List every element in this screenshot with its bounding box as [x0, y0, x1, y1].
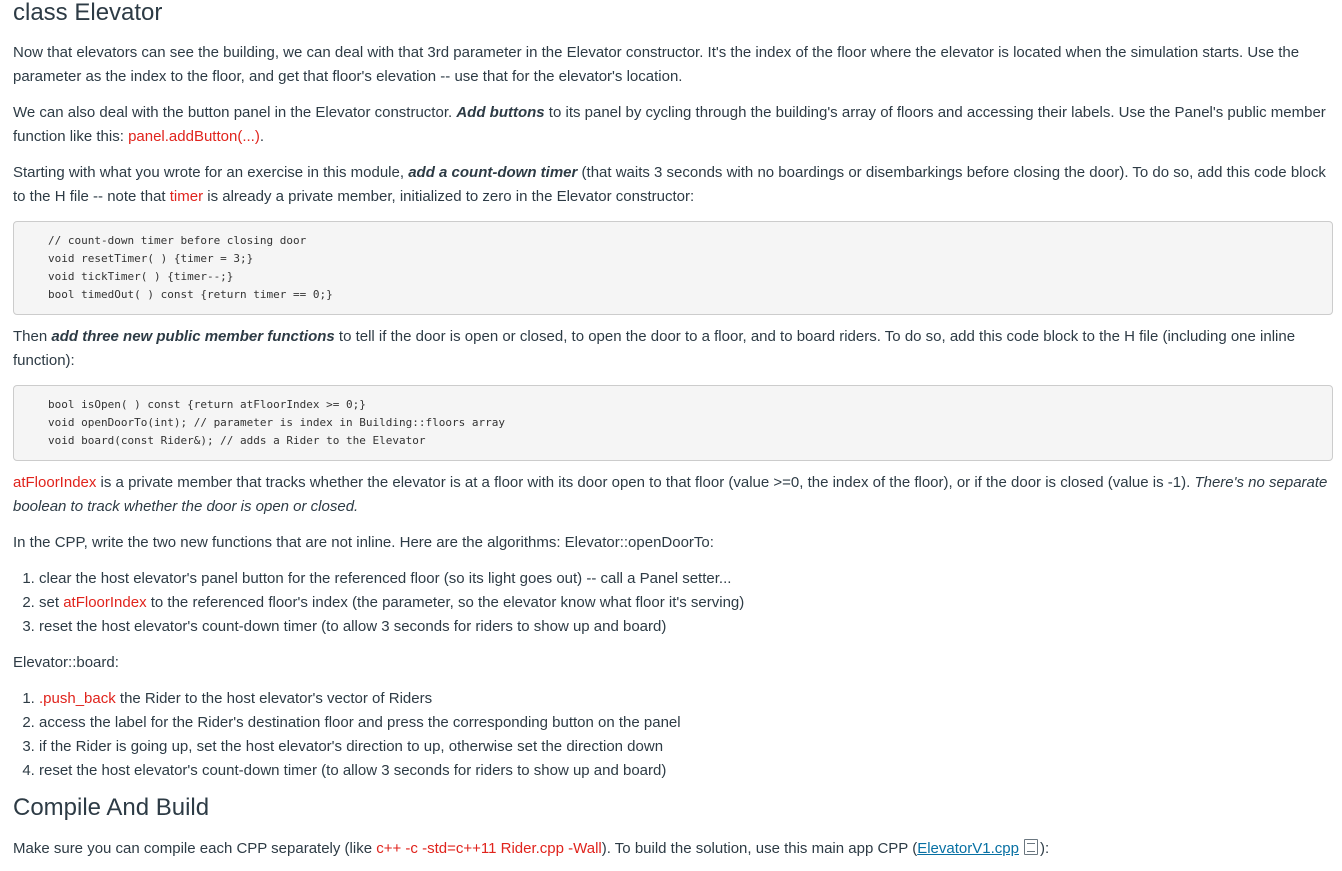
- text: .: [259, 128, 264, 145]
- paragraph-cpp-algorithms: In the CPP, write the two new functions that are not inline. Here are the algorithms: Elevator::openDoorTo:: [13, 534, 714, 551]
- paragraph-compile: [13, 837, 1331, 861]
- inline-code-addbutton: panel.addButton(...): [128, 128, 260, 145]
- emphasis-no-boolean: There's no separate boolean to track whether the door is open or closed.: [13, 474, 1328, 515]
- text: to its panel by cycling through the building's array of floors and accessing their labels. Use the Panel's public member function like this:: [13, 104, 1326, 145]
- list-item: 3. if the Rider is going up, set the host elevator's direction to up, otherwise set the direction down: [39, 735, 1342, 759]
- list-item: 1. clear the host elevator's panel button for the referenced floor (so its light goes out) -- call a Panel setter...: [39, 567, 1342, 591]
- code-block-door-functions: bool isOpen( ) const {return atFloorIndex >= 0;} void openDoorTo(int); // parameter is index in Building::floors array void board(const Rider&); // adds a Rider to the Elevator: [13, 385, 1333, 461]
- text: (that waits 3 seconds with no boardings or disembarkings before closing the door). To do so, add this code block to the H file -- note that: [13, 164, 1326, 205]
- text: is already a private member, initialized to zero in the Elevator constructor:: [203, 188, 695, 205]
- paragraph-countdown-timer: [13, 161, 1331, 209]
- list-item: [39, 687, 1342, 711]
- heading-compile-and-build: Compile And Build: [13, 794, 210, 821]
- text: We can also deal with the button panel in the Elevator constructor.: [13, 104, 457, 121]
- text: ). To build the solution, use this main app CPP (: [601, 840, 918, 857]
- text: Make sure you can compile each CPP separately (like: [13, 840, 377, 857]
- emphasis-add-timer: add a count-down timer: [408, 164, 578, 181]
- inline-code-atfloorindex: atFloorIndex: [63, 594, 147, 611]
- paragraph-board-label: Elevator::board:: [13, 654, 119, 671]
- text: is a private member that tracks whether the elevator is at a floor with its door open to that floor (value >=0, the index of the floor), or if the door is closed (value is -1).: [96, 474, 1195, 491]
- list-item: 4. reset the host elevator's count-down timer (to allow 3 seconds for riders to show up and board): [39, 759, 1342, 783]
- heading-class-elevator: class Elevator: [13, 0, 163, 26]
- link-elevatorv1-cpp[interactable]: ElevatorV1.cpp: [917, 840, 1019, 857]
- paragraph-atfloorindex: [13, 471, 1331, 519]
- text: the Rider to the host elevator's vector of Riders: [115, 690, 433, 707]
- emphasis-add-buttons: Add buttons: [456, 104, 545, 121]
- paragraph-public-functions: [13, 325, 1331, 373]
- inline-code-compile-command: c++ -c -std=c++11 Rider.cpp -Wall: [376, 840, 602, 857]
- text: Then: [13, 328, 52, 345]
- emphasis-three-functions: add three new public member functions: [51, 328, 335, 345]
- list-item: 2. access the label for the Rider's destination floor and press the corresponding button on the panel: [39, 711, 1342, 735]
- list-opendoorto-steps: [13, 567, 1342, 639]
- inline-code-timer: timer: [169, 188, 204, 205]
- list-item: [39, 591, 1342, 615]
- inline-code-push-back: .push_back: [39, 690, 116, 707]
- paragraph-3rd-parameter: Now that elevators can see the building, we can deal with that 3rd parameter in the Elevator constructor. It's the index of the floor where the elevator is located when the simulation starts. Use the parameter as the index to the floor, and get that floor's elevation -- use that for the elevator's location.: [13, 44, 1300, 85]
- text: ):: [1039, 840, 1050, 857]
- paragraph-button-panel: [13, 101, 1331, 149]
- inline-code-atfloorindex: atFloorIndex: [13, 474, 97, 491]
- text: to the referenced floor's index (the parameter, so the elevator know what floor it's serving): [146, 594, 745, 611]
- code-block-timer: // count-down timer before closing door void resetTimer( ) {timer = 3;} void tickTimer( ) {timer--;} bool timedOut( ) const {return timer == 0;}: [13, 221, 1333, 315]
- file-preview-icon[interactable]: [1024, 839, 1038, 855]
- list-item: 3. reset the host elevator's count-down timer (to allow 3 seconds for riders to show up and board): [39, 615, 1342, 639]
- text: to tell if the door is open or closed, to open the door to a floor, and to board riders. To do so, add this code block to the H file (including one inline function):: [13, 328, 1296, 369]
- list-board-steps: [13, 687, 1342, 783]
- text: Starting with what you wrote for an exercise in this module,: [13, 164, 409, 181]
- text: set: [39, 594, 64, 611]
